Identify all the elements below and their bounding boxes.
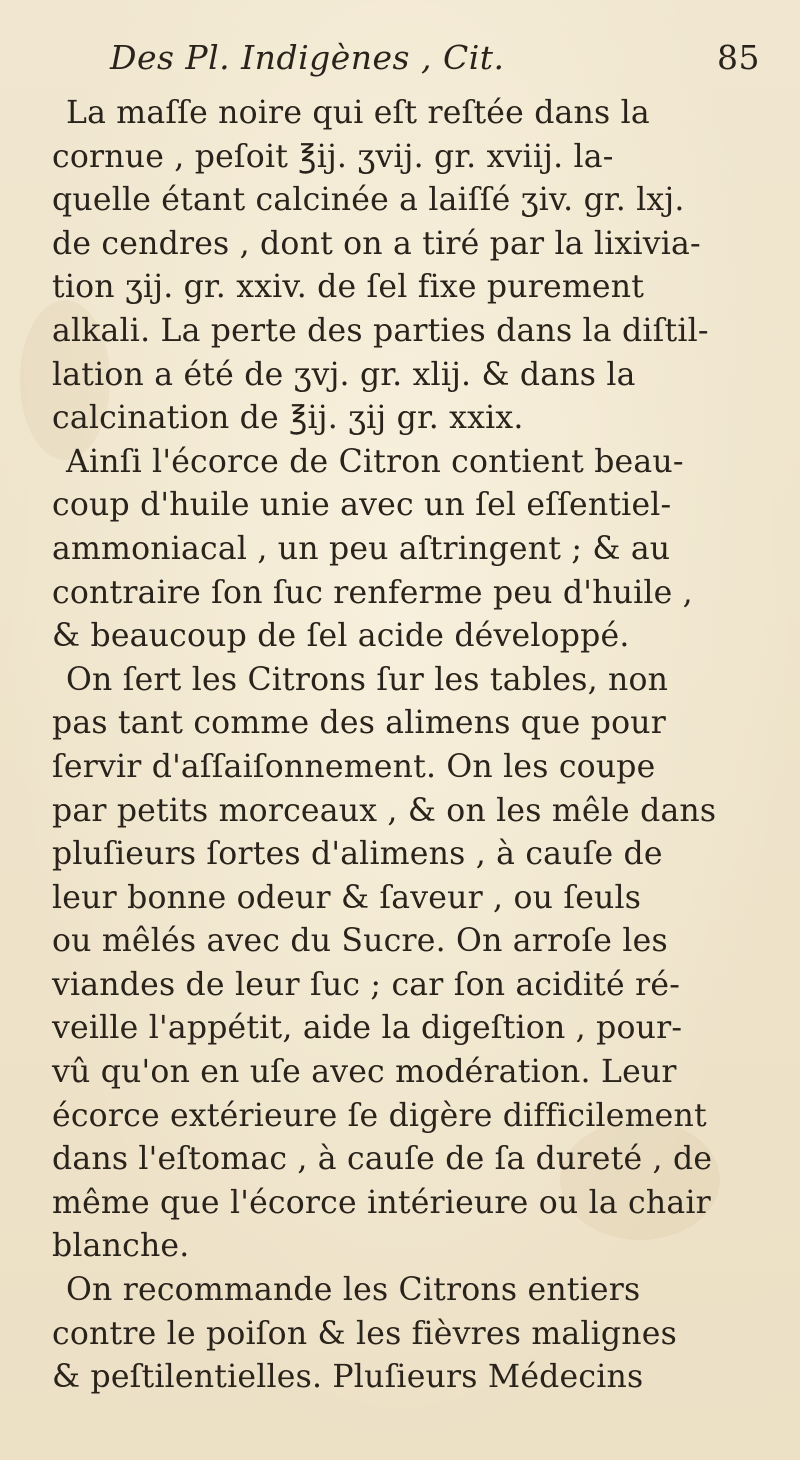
text-line: & beaucoup de ſel acide développé. bbox=[52, 618, 630, 655]
text-line: calcination de ℥ij. ʒij gr. xxix. bbox=[52, 400, 524, 437]
text-line: lation a été de ʒvj. gr. xlij. & dans la bbox=[52, 356, 636, 393]
text-line: contraire ſon ſuc renferme peu d'huile , bbox=[52, 574, 693, 611]
text-line: quelle étant calcinée a laiſſé ʒiv. gr. lxj. bbox=[52, 182, 685, 219]
text-line: On ſert les Citrons ſur les tables, non bbox=[66, 661, 669, 698]
text-line: écorce extérieure ſe digère difficilement bbox=[52, 1097, 707, 1134]
text-line: viandes de leur ſuc ; car ſon acidité ré- bbox=[52, 966, 681, 1003]
text-line: veille l'appétit, aide la digeſtion , pour- bbox=[52, 1010, 683, 1047]
text-line: même que l'écorce intérieure ou la chair bbox=[52, 1184, 711, 1221]
running-head bbox=[110, 38, 760, 82]
text-line: La maſſe noire qui eſt reſtée dans la bbox=[66, 95, 650, 131]
text-line: dans l'eſtomac , à cauſe de ſa dureté , de bbox=[52, 1141, 713, 1178]
page-number: 85 bbox=[717, 38, 760, 77]
running-head-title: Des Pl. Indigènes , Cit. bbox=[110, 38, 505, 77]
text-line: de cendres , dont on a tiré par la lixivia- bbox=[52, 225, 701, 262]
text-line: ammoniacal , un peu aſtringent ; & au bbox=[52, 530, 671, 567]
text-line: Ainſi l'écorce de Citron contient beau- bbox=[66, 443, 684, 480]
text-line: blanche. bbox=[52, 1228, 190, 1265]
text-line: & peſtilentielles. Pluſieurs Médecins bbox=[52, 1359, 644, 1396]
text-line: contre le poiſon & les fièvres malignes bbox=[52, 1315, 677, 1352]
text-line: alkali. La perte des parties dans la diſtil- bbox=[52, 312, 709, 349]
text-line: cornue , peſoit ℥ij. ʒvij. gr. xviij. la- bbox=[52, 138, 614, 175]
text-line: pluſieurs ſortes d'alimens , à cauſe de bbox=[52, 836, 663, 873]
text-line: ou mêlés avec du Sucre. On arroſe les bbox=[52, 923, 668, 960]
text-line: vû qu'on en uſe avec modération. Leur bbox=[52, 1054, 677, 1091]
text-line: coup d'huile unie avec un ſel eſſentiel- bbox=[52, 487, 672, 524]
text-line: ſervir d'aſſaiſonnement. On les coupe bbox=[52, 748, 656, 785]
text-line: pas tant comme des alimens que pour bbox=[52, 705, 666, 742]
text-line: par petits morceaux , & on les mêle dans bbox=[52, 792, 717, 829]
text-line: leur bonne odeur & ſaveur , ou ſeuls bbox=[52, 879, 642, 916]
body-text bbox=[52, 92, 767, 1400]
text-line: tion ʒij. gr. xxiv. de ſel fixe purement bbox=[52, 269, 645, 306]
text-line: On recommande les Citrons entiers bbox=[66, 1272, 641, 1309]
